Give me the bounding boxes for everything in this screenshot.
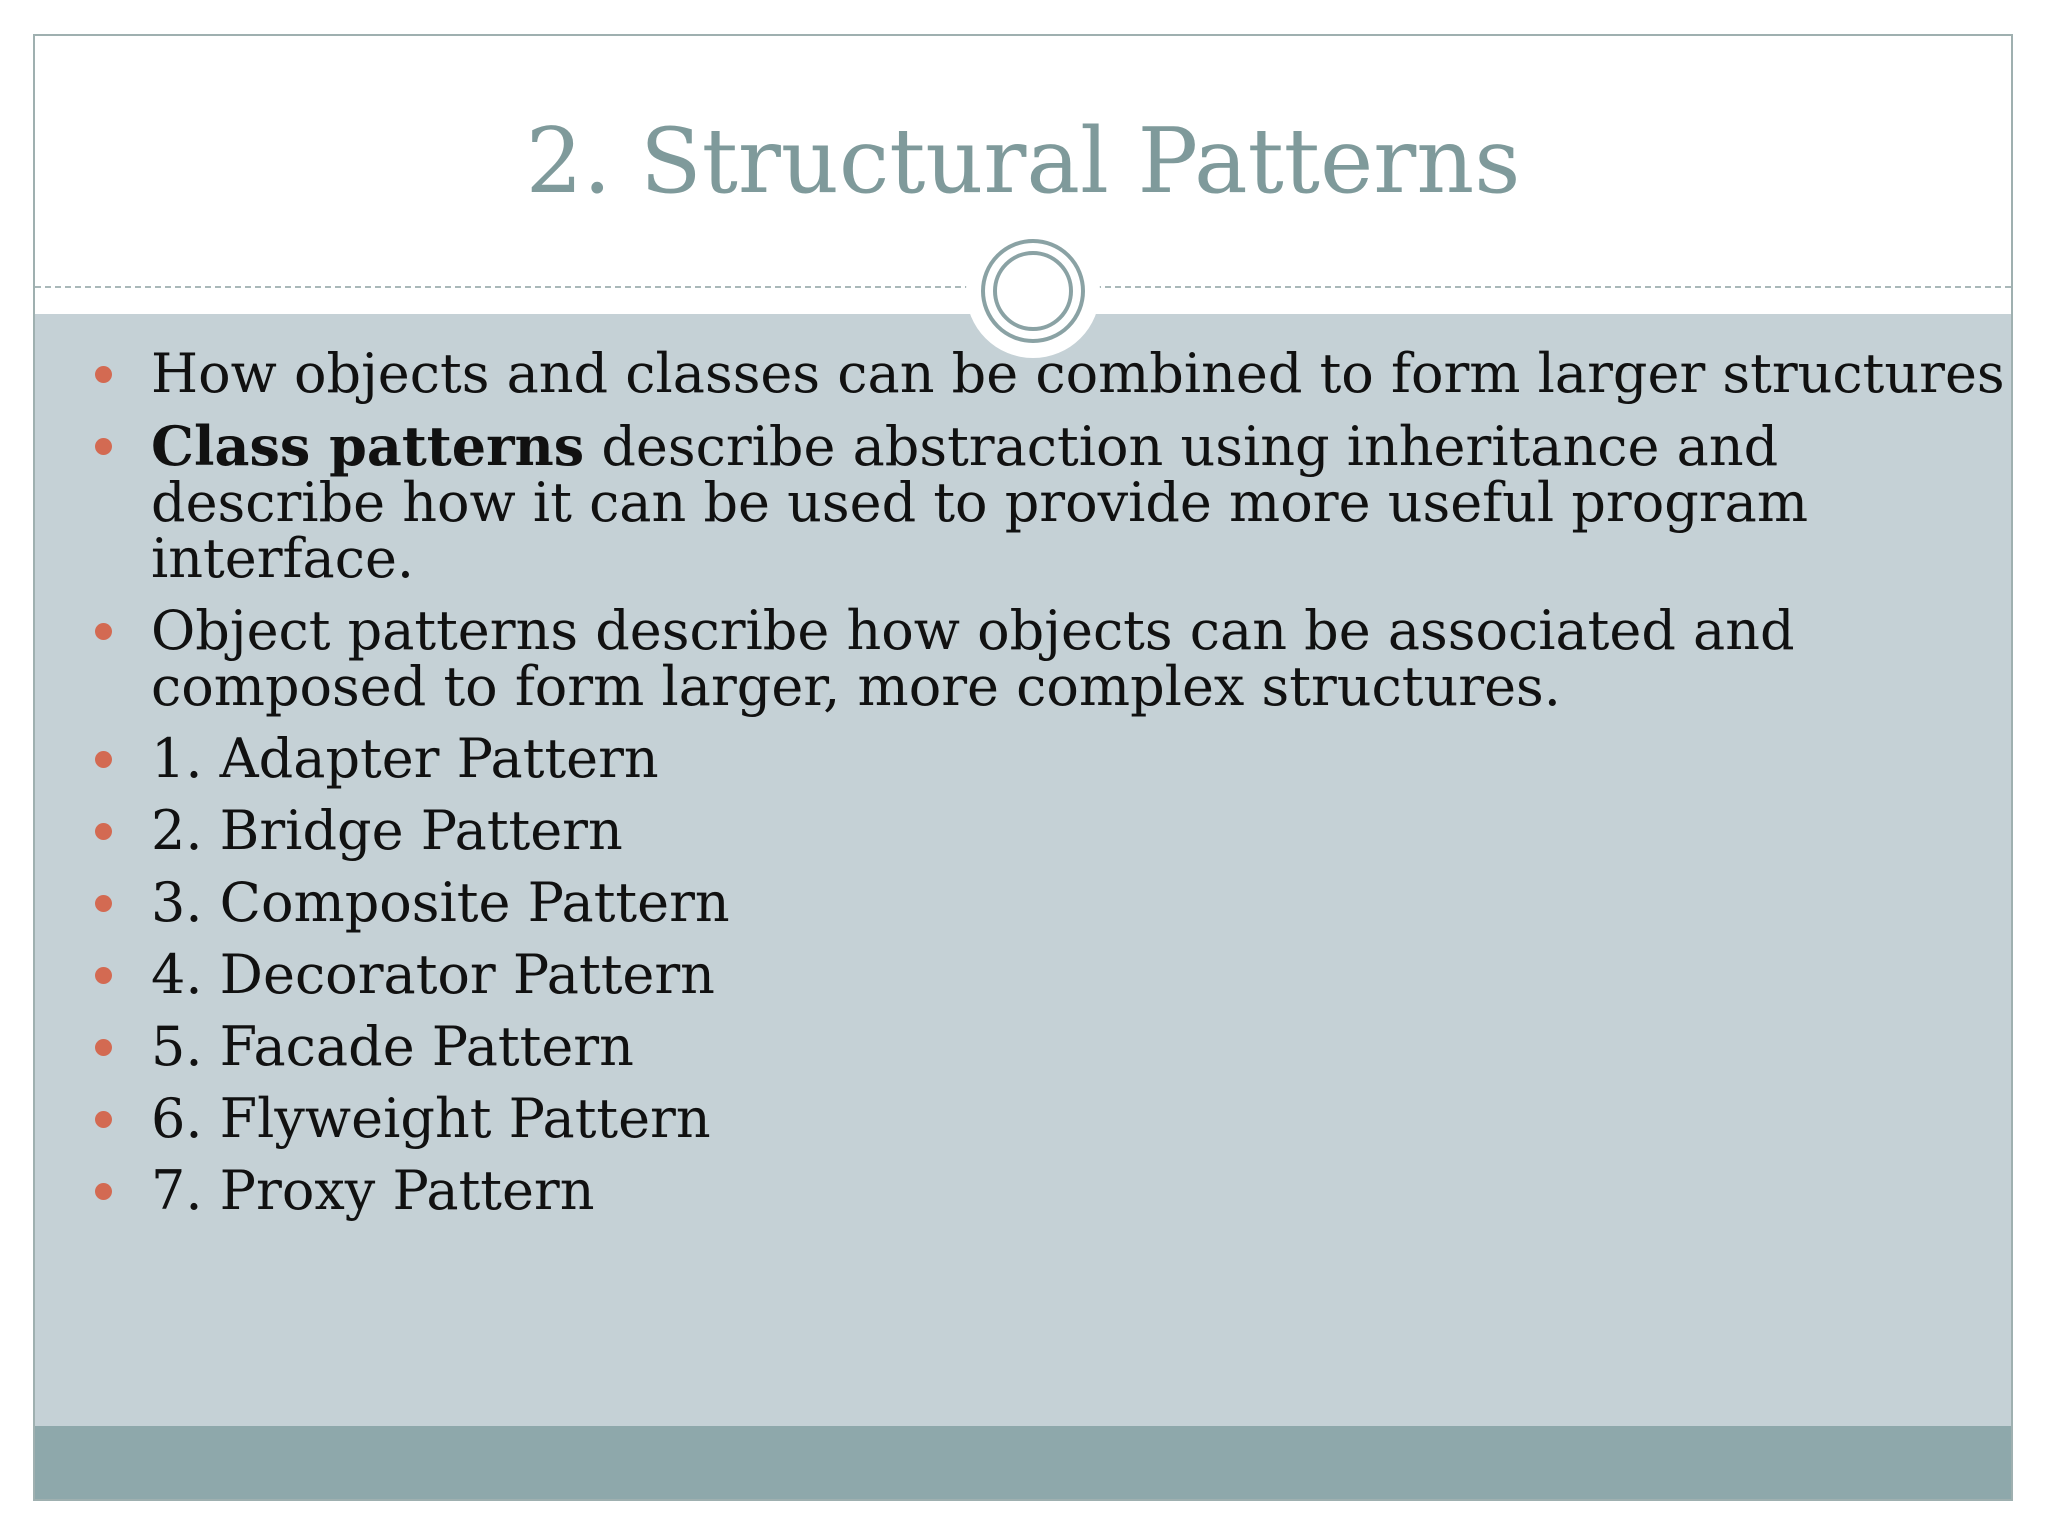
bullet-text: 3. Composite Pattern [151,871,730,934]
bullet-dot [95,1111,112,1128]
circle-ornament [966,224,1100,358]
bullet-item [35,943,1975,1006]
bullet-text: 2. Bridge Pattern [151,799,623,862]
bullet-dot [95,967,112,984]
circle-ring-inner [993,251,1073,331]
bullet-bold-lead: Class patterns [151,414,585,478]
bullet-text: 6. Flyweight Pattern [151,1087,711,1150]
slide-title: 2. Structural Patterns [525,109,1521,214]
bullet-line [151,414,1975,478]
bullet-item [35,799,1975,862]
bullet-item [35,871,1975,934]
bullet-text: describe how it can be used to provide more useful program [151,471,1809,534]
slide [33,34,2013,1501]
bullet-text: composed to form larger, more complex structures. [151,655,1561,718]
bullet-text: 1. Adapter Pattern [151,727,659,790]
bullet-text: 4. Decorator Pattern [151,943,715,1006]
bullet-text: How objects and classes can be combined to form larger structures [151,342,2005,405]
bullet-dot [95,823,112,840]
bullet-item [35,1159,1975,1222]
bullet-item [35,342,2005,405]
bullet-item [35,599,1975,718]
bullet-item [35,727,1975,790]
bullet-dot [95,1183,112,1200]
footer-band [35,1426,2011,1499]
bullet-item [35,1015,1975,1078]
bullet-dot [95,895,112,912]
bullet-item [35,414,1975,590]
bullet-text: 7. Proxy Pattern [151,1159,595,1222]
bullet-dot [95,751,112,768]
bullet-dot [95,438,112,455]
bullet-text: Object patterns describe how objects can be associated and [151,599,1795,662]
bullet-item [35,1087,1975,1150]
bullet-text: describe abstraction using inheritance and [584,415,1779,478]
bullet-dot [95,366,112,383]
bullet-dot [95,1039,112,1056]
circle-ring-outer [981,239,1085,343]
bullet-text: interface. [151,527,415,590]
bullet-text: 5. Facade Pattern [151,1015,634,1078]
bullet-dot [95,623,112,640]
bullet-list [35,342,2005,1235]
